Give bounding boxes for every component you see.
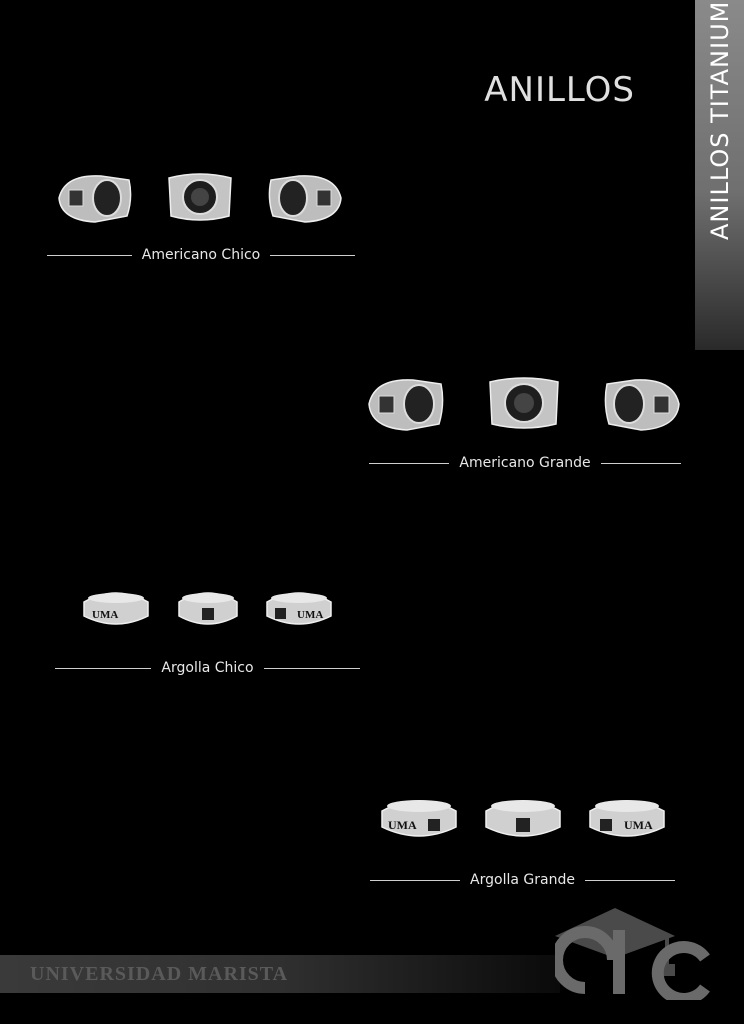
divider [47,255,132,256]
svg-text:UMA: UMA [624,818,653,832]
class-ring-left-icon [55,168,135,226]
divider [270,255,355,256]
divider [370,880,460,881]
band-ring-front-icon [482,791,564,845]
class-ring-left-icon [365,372,447,434]
dc-graduation-cap-logo [555,900,720,1000]
caption-row [369,455,681,471]
class-ring-right-icon [265,168,345,226]
divider [601,463,681,464]
divider [585,880,675,881]
band-ring-front-icon [175,584,241,632]
page-title: ANILLOS [484,70,635,110]
band-ring-left-icon [378,791,460,845]
ring-images [55,168,345,226]
class-ring-front-icon [486,372,562,434]
product-caption: Americano Chico [141,247,261,263]
band-ring-right-icon [586,791,668,845]
product-caption: Argolla Grande [470,872,575,888]
caption-row [55,660,360,676]
ring-images [378,790,668,846]
svg-text:UMA: UMA [92,609,119,621]
class-ring-right-icon [601,372,683,434]
class-ring-front-icon [165,168,235,226]
divider [264,668,360,669]
band-ring-left-icon [80,584,152,632]
svg-text:UMA: UMA [388,818,417,832]
university-name: UNIVERSIDAD MARISTA [30,963,289,985]
product-caption: Americano Grande [459,455,591,471]
ring-images [365,372,683,434]
caption-row [370,872,675,888]
ring-images [80,583,335,633]
side-label: ANILLOS TITANIUM [706,0,734,240]
svg-text:UMA: UMA [297,609,324,621]
caption-row [47,247,355,263]
product-caption: Argolla Chico [161,660,254,676]
divider [369,463,449,464]
divider [55,668,151,669]
band-ring-right-icon [263,584,335,632]
